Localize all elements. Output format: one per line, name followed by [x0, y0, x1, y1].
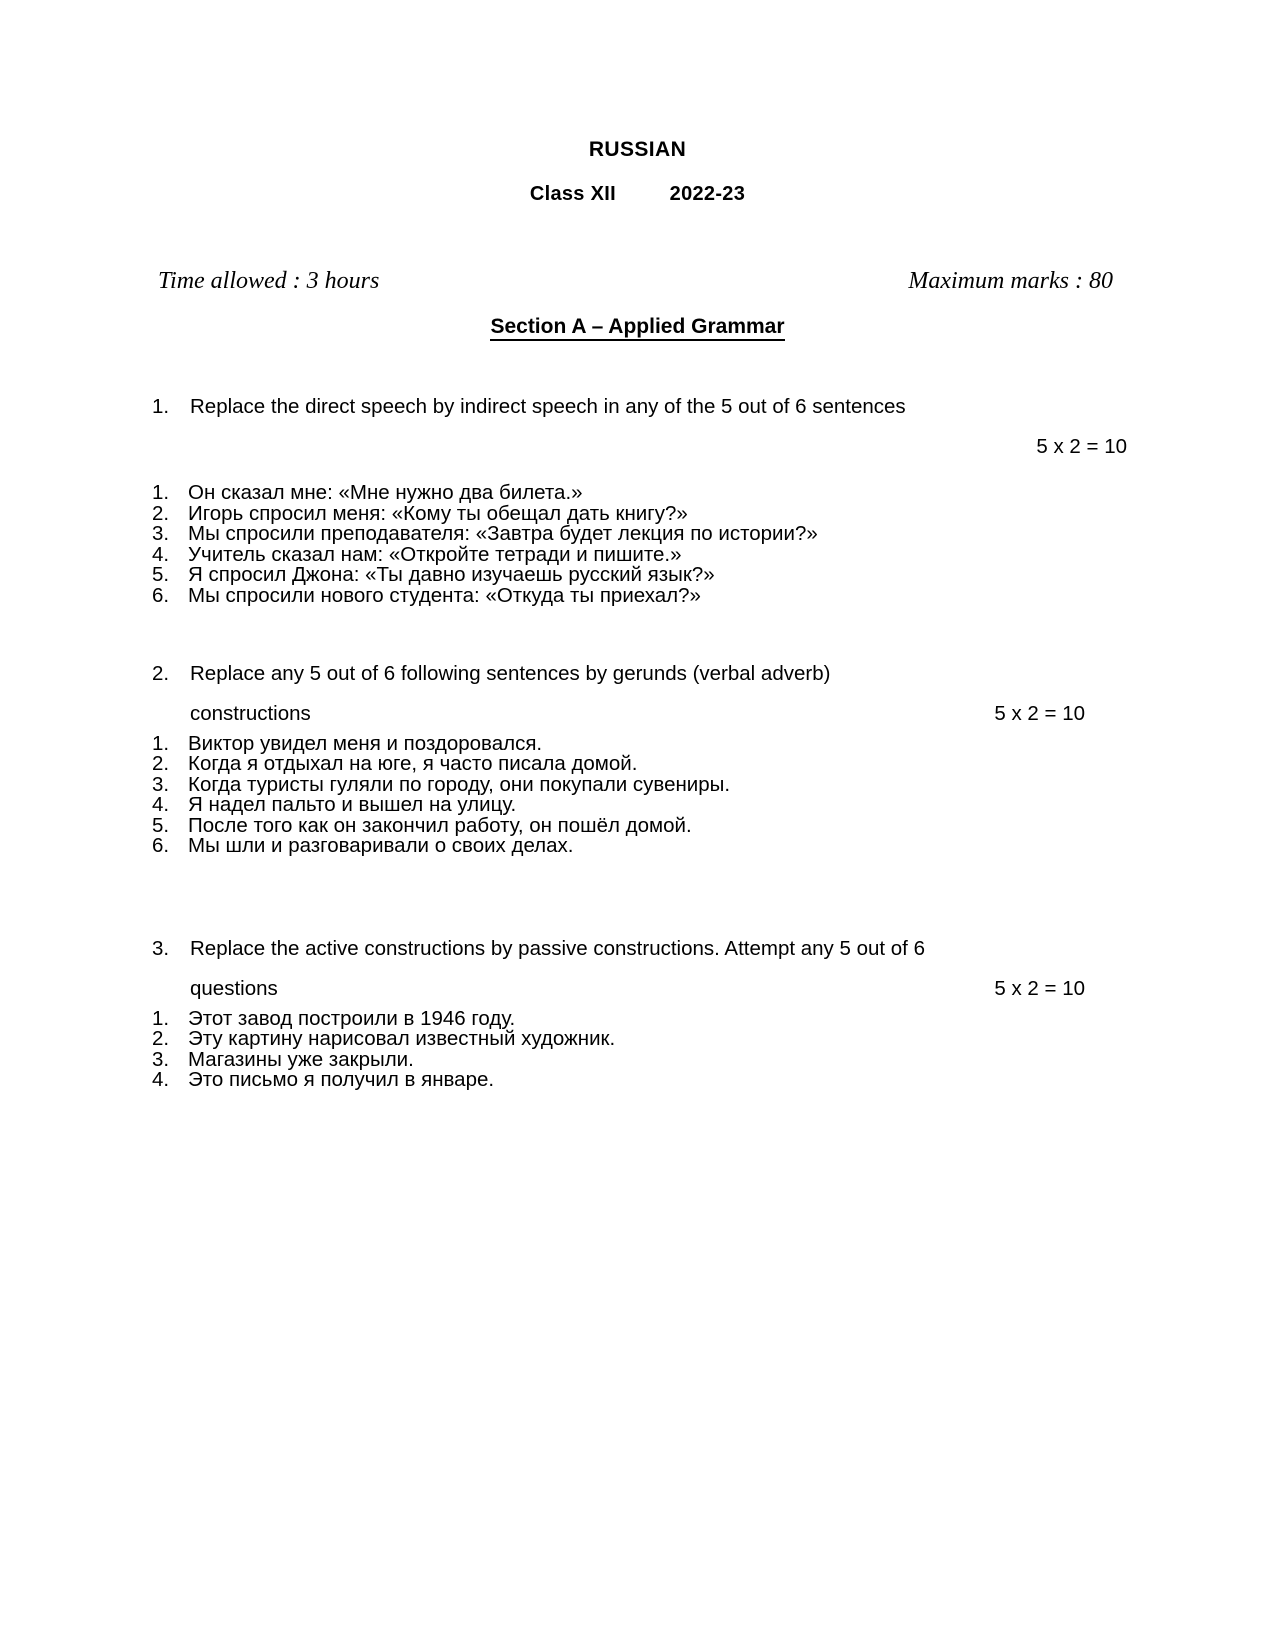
sub-item-number: 5. [152, 813, 170, 837]
sub-question-list [152, 731, 1127, 858]
exam-meta-row [0, 268, 1275, 295]
question-tail [190, 694, 1127, 734]
spacer [152, 606, 1127, 654]
sub-item-number: 6. [152, 583, 170, 607]
question-text: Replace the active constructions by passive constructions. Attempt any 5 out of 6 [190, 936, 925, 960]
questions-container [0, 387, 1275, 1091]
question-number: 1. [152, 395, 170, 419]
list-item [152, 754, 1127, 775]
question-continuation-row [152, 969, 1127, 1009]
sub-item-number: 3. [152, 772, 170, 796]
question-head [152, 387, 1127, 427]
sub-item-number: 6. [152, 834, 170, 858]
sub-item-text: Когда я отдыхал на юге, я часто писала домой. [188, 752, 638, 776]
session-label: 2022-23 [669, 183, 746, 206]
sub-item-number: 1. [152, 1006, 170, 1030]
question-text: Replace the direct speech by indirect speech in any of the 5 out of 6 sentences [190, 395, 906, 419]
sub-item-text: Мы спросили нового студента: «Откуда ты приехал?» [188, 583, 701, 607]
question-continuation-row [152, 694, 1127, 734]
document-header [0, 0, 1275, 206]
class-session-line [0, 183, 1275, 206]
list-item [152, 1006, 1127, 1030]
sub-item-text: Я надел пальто и вышел на улицу. [188, 793, 517, 817]
question-continuation-body [190, 969, 1127, 1009]
sub-item-number: 2. [152, 752, 170, 776]
sub-item-number: 1. [152, 481, 170, 505]
sub-item-number: 3. [152, 1047, 170, 1071]
list-item [152, 1070, 1127, 1091]
sub-question-list [152, 1006, 1127, 1092]
sub-question-list [152, 483, 1127, 606]
sub-item-number: 4. [152, 793, 170, 817]
list-item [152, 795, 1127, 816]
list-item [152, 813, 1127, 837]
list-item [152, 836, 1127, 857]
sub-item-text: Мы шли и разговаривали о своих делах. [188, 834, 574, 858]
question-text-continuation: questions [190, 976, 278, 1000]
sub-item-text: Мы спросили преподавателя: «Завтра будет лекция по истории?» [188, 522, 818, 546]
list-item [152, 524, 1127, 545]
question-head [152, 654, 1127, 694]
sub-item-text: Я спросил Джона: «Ты давно изучаешь русский язык?» [188, 563, 715, 587]
sub-item-number: 4. [152, 542, 170, 566]
question-marks: 5 x 2 = 10 [1036, 435, 1127, 459]
list-item [152, 731, 1127, 755]
sub-item-text: Игорь спросил меня: «Кому ты обещал дать книгу?» [188, 501, 688, 525]
question-block [152, 387, 1127, 606]
list-item [152, 772, 1127, 796]
sub-item-text: Этот завод построили в 1946 году. [188, 1006, 516, 1030]
sub-item-text: Учитель сказал нам: «Откройте тетради и пишите.» [188, 542, 682, 566]
sub-item-text: Это письмо я получил в январе. [188, 1068, 495, 1092]
question-text-continuation: constructions [190, 702, 311, 725]
sub-item-number: 2. [152, 1027, 170, 1051]
question-marks: 5 x 2 = 10 [994, 702, 1085, 725]
question-text: Replace any 5 out of 6 following sentences by gerunds (verbal adverb) [190, 662, 831, 686]
list-item [152, 583, 1127, 607]
sub-item-number: 5. [152, 563, 170, 587]
page-title: RUSSIAN [588, 138, 687, 161]
spacer [152, 857, 1127, 929]
question-number: 3. [152, 936, 170, 960]
question-continuation-body [190, 694, 1127, 734]
question-marks: 5 x 2 = 10 [994, 976, 1085, 1000]
list-item [152, 1047, 1127, 1071]
sub-item-number: 2. [152, 501, 170, 525]
list-item [152, 501, 1127, 525]
sub-item-number: 3. [152, 522, 170, 546]
sub-item-text: Эту картину нарисовал известный художник. [188, 1027, 616, 1051]
sub-item-number: 1. [152, 731, 170, 755]
time-allowed: Time allowed : 3 hours [158, 268, 380, 295]
sub-item-text: Магазины уже закрыли. [188, 1047, 414, 1071]
list-item [152, 565, 1127, 586]
maximum-marks: Maximum marks : 80 [908, 268, 1113, 295]
question-number: 2. [152, 662, 170, 686]
sub-item-text: Виктор увидел меня и поздоровался. [188, 731, 543, 755]
sub-item-text: После того как он закончил работу, он пошёл домой. [188, 813, 692, 837]
list-item [152, 483, 1127, 504]
question-head [152, 929, 1127, 969]
list-item [152, 1029, 1127, 1050]
section-heading [0, 315, 1275, 339]
question-tail [190, 969, 1127, 1009]
sub-item-text: Когда туристы гуляли по городу, они покупали сувениры. [188, 772, 731, 796]
question-block [152, 929, 1127, 1091]
section-heading-text: Section A – Applied Grammar [490, 315, 784, 341]
class-label: Class XII [529, 183, 616, 206]
sub-item-number: 4. [152, 1068, 170, 1092]
question-block [152, 654, 1127, 857]
list-item [152, 542, 1127, 566]
sub-item-text: Он сказал мне: «Мне нужно два билета.» [188, 481, 583, 505]
